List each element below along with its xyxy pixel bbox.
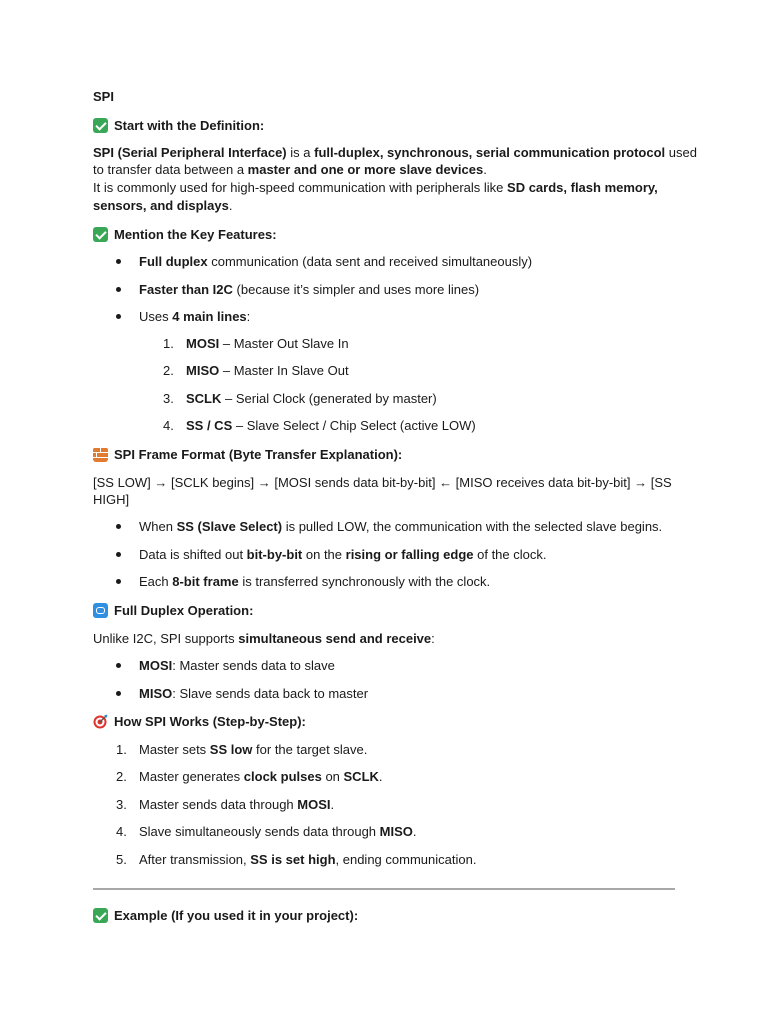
frame-sequence-line-1: [SS LOW] → [SCLK begins] → [MOSI sends data bit-by-bit] ← [MISO receives data bit-by-bit] → [SS: [93, 475, 672, 490]
definition-line-3: [93, 179, 658, 196]
list-item: [139, 657, 335, 674]
bullet-icon: [116, 691, 121, 696]
line-name: MISO: [186, 363, 220, 378]
text-run: Faster than I2C: [139, 282, 233, 297]
list-item: [186, 335, 349, 352]
duplex-heading-text: Full Duplex Operation:: [114, 603, 254, 618]
text-run: .: [483, 162, 487, 177]
text-run: of the clock.: [473, 547, 547, 562]
text-run: Full duplex: [139, 254, 208, 269]
text-run: : Master sends data to slave: [172, 658, 335, 673]
bullet-icon: [116, 287, 121, 292]
text-run: to transfer data between a: [93, 162, 248, 177]
text-run: MOSI: [297, 797, 331, 812]
text-run: : Slave sends data back to master: [172, 686, 369, 701]
definition-heading: [93, 117, 264, 134]
text-run: .: [228, 198, 233, 213]
text-run: Master generates: [139, 769, 244, 784]
line-name: SCLK: [186, 391, 222, 406]
list-item: [139, 851, 476, 868]
text-run: 4 main lines: [172, 309, 247, 324]
list-item: [186, 362, 349, 379]
text-run: is transferred synchronously with the clock.: [238, 574, 491, 589]
document-title: SPI: [93, 89, 114, 104]
text-run: SS (Slave Select): [176, 519, 283, 534]
text-run: When: [139, 519, 177, 534]
text-run: :: [431, 631, 435, 646]
text-run: SS is set high: [250, 852, 336, 867]
list-number: 4.: [163, 418, 174, 433]
text-run: simultaneous send and receive: [238, 631, 432, 646]
text-run: After transmission,: [139, 852, 251, 867]
brick-icon: [93, 447, 108, 462]
list-item: [139, 308, 250, 325]
list-number: 3.: [116, 797, 127, 812]
text-run: Slave simultaneously sends data through: [139, 824, 380, 839]
text-run: .: [378, 769, 383, 784]
line-name: SS / CS: [186, 418, 233, 433]
example-heading: [93, 907, 358, 924]
text-run: Each: [139, 574, 173, 589]
list-item: [139, 573, 490, 590]
list-item: [139, 253, 532, 270]
example-heading-text: Example (If you used it in your project):: [114, 908, 359, 923]
bullet-icon: [116, 524, 121, 529]
protocol-type: full-duplex, synchronous, serial communication protocol: [314, 145, 666, 160]
text-run: communication (data sent and received simultaneously): [207, 254, 533, 269]
duplex-heading: [93, 602, 253, 619]
peripherals-term: sensors, and displays: [93, 198, 229, 213]
horizontal-rule: [93, 888, 675, 890]
text-run: Uses: [139, 309, 173, 324]
text-run: bit-by-bit: [246, 547, 303, 562]
text-run: Unlike I2C, SPI supports: [93, 631, 239, 646]
frame-sequence-line-2: HIGH]: [93, 492, 130, 507]
list-number: 1.: [163, 336, 174, 351]
text-run: clock pulses: [243, 769, 322, 784]
line-description: – Serial Clock (generated by master): [221, 391, 437, 406]
features-heading-text: Mention the Key Features:: [114, 227, 277, 242]
duplex-intro: [93, 630, 435, 647]
frame-heading: [93, 446, 402, 463]
repeat-icon: [93, 603, 108, 618]
target-icon: [93, 714, 108, 729]
definition-line-1: [93, 144, 697, 161]
features-heading: [93, 226, 277, 243]
text-run: MISO: [379, 824, 413, 839]
list-item: [139, 281, 479, 298]
line-description: – Slave Select / Chip Select (active LOW): [232, 418, 476, 433]
text-run: , ending communication.: [335, 852, 477, 867]
list-item: [186, 417, 476, 434]
text-run: for the target slave.: [252, 742, 368, 757]
bullet-icon: [116, 314, 121, 319]
list-number: 2.: [163, 363, 174, 378]
list-item: [139, 546, 546, 563]
steps-heading: [93, 713, 306, 730]
text-run: MISO: [139, 686, 173, 701]
list-item: [139, 796, 334, 813]
bullet-icon: [116, 259, 121, 264]
text-run: is a: [286, 145, 315, 160]
peripherals-term: SD cards, flash memory,: [507, 180, 658, 195]
list-number: 1.: [116, 742, 127, 757]
text-run: used: [665, 145, 697, 160]
bullet-icon: [116, 552, 121, 557]
text-run: is pulled LOW, the communication with the selected slave begins.: [282, 519, 663, 534]
list-number: 3.: [163, 391, 174, 406]
definition-line-2: [93, 161, 487, 178]
list-item: [139, 823, 417, 840]
check-mark-icon: [93, 227, 108, 242]
text-run: (because it’s simpler and uses more lines): [232, 282, 480, 297]
line-description: – Master Out Slave In: [219, 336, 349, 351]
text-run: Master sends data through: [139, 797, 298, 812]
line-name: MOSI: [186, 336, 220, 351]
steps-heading-text: How SPI Works (Step-by-Step):: [114, 714, 306, 729]
frame-heading-text: SPI Frame Format (Byte Transfer Explanation):: [114, 447, 403, 462]
text-run: It is commonly used for high-speed communication with peripherals like: [93, 180, 508, 195]
list-item: [139, 685, 368, 702]
list-item: [139, 768, 383, 785]
text-run: MOSI: [139, 658, 173, 673]
bullet-icon: [116, 663, 121, 668]
check-mark-icon: [93, 118, 108, 133]
text-run: rising or falling edge: [345, 547, 474, 562]
text-run: SS low: [209, 742, 253, 757]
definition-heading-text: Start with the Definition:: [114, 118, 265, 133]
definition-line-4: [93, 197, 232, 214]
list-number: 2.: [116, 769, 127, 784]
master-slave-term: master and one or more slave devices: [247, 162, 484, 177]
text-run: :: [246, 309, 251, 324]
text-run: on: [321, 769, 344, 784]
list-item: [139, 741, 367, 758]
bullet-icon: [116, 579, 121, 584]
list-number: 5.: [116, 852, 127, 867]
text-run: 8-bit frame: [172, 574, 239, 589]
line-description: – Master In Slave Out: [219, 363, 349, 378]
text-run: .: [412, 824, 417, 839]
check-mark-icon: [93, 908, 108, 923]
list-item: [186, 390, 437, 407]
text-run: Data is shifted out: [139, 547, 247, 562]
text-run: on the: [302, 547, 346, 562]
text-run: SCLK: [343, 769, 379, 784]
list-number: 4.: [116, 824, 127, 839]
text-run: .: [330, 797, 335, 812]
list-item: [139, 518, 662, 535]
text-run: Master sets: [139, 742, 210, 757]
spi-term: SPI (Serial Peripheral Interface): [93, 145, 287, 160]
